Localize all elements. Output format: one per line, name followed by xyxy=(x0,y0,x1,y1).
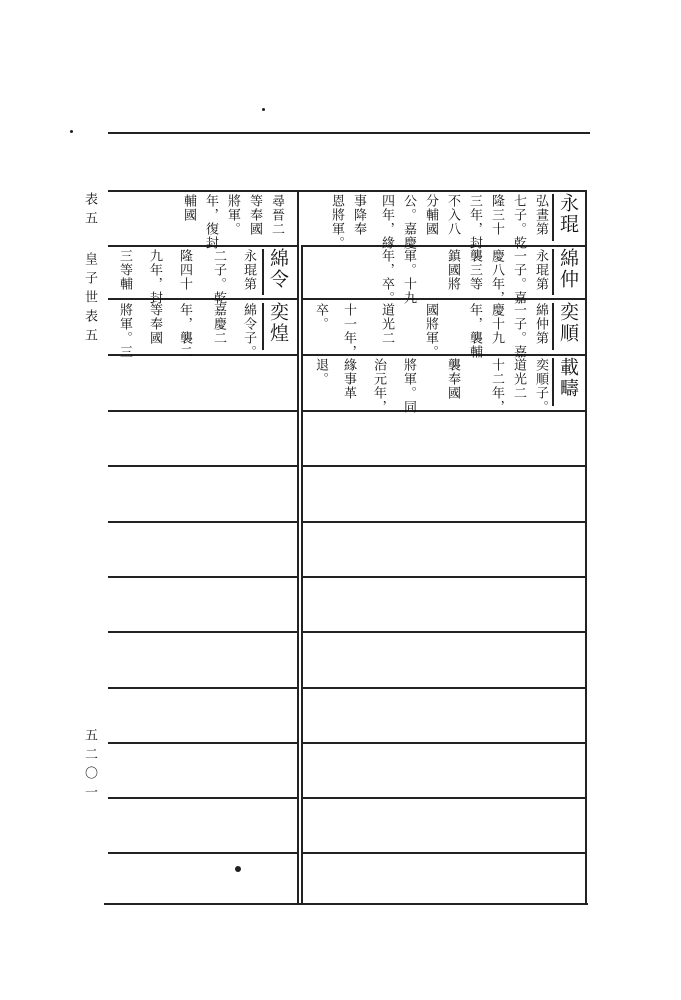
person-name: 綿仲 xyxy=(557,248,579,290)
left-row-rule xyxy=(108,797,297,799)
biography-col: 將軍。 xyxy=(225,194,240,236)
biography-col: 年，卒。 xyxy=(379,249,394,305)
right-row-rule xyxy=(301,465,585,467)
right-row-rule xyxy=(301,576,585,578)
biography-col: 嘉慶二 xyxy=(211,303,226,345)
biography-col: 弘晝第 xyxy=(533,194,548,236)
left-row-rule xyxy=(108,742,297,744)
left-row-rule xyxy=(108,521,297,523)
biography-col: 分輔國 xyxy=(423,194,438,236)
biography-col: 慶八年， xyxy=(489,249,504,305)
biography-col: 年，復封 xyxy=(203,194,218,250)
biography-col: 事降奉 xyxy=(351,194,366,236)
table-center-rule xyxy=(297,190,299,904)
biography-col: 公。嘉慶 xyxy=(401,194,416,250)
right-row-rule xyxy=(301,797,585,799)
name-divider xyxy=(552,249,554,295)
biography-col: 輔國 xyxy=(181,194,196,222)
biography-col: 鎮國將 xyxy=(445,249,460,291)
table-right-rule xyxy=(585,190,587,904)
biography-col: 綿令子。 xyxy=(241,303,256,359)
biography-col: 十二年， xyxy=(489,358,504,414)
name-divider xyxy=(552,303,554,350)
biography-col: 國將軍。 xyxy=(423,303,438,359)
biography-col: 四年，緣 xyxy=(379,194,394,250)
right-row-rule xyxy=(301,631,585,633)
right-row-rule xyxy=(301,742,585,744)
name-divider xyxy=(552,358,554,406)
biography-col: 年，襲輔 xyxy=(467,303,482,359)
left-row-rule xyxy=(108,687,297,689)
biography-col: 道光二 xyxy=(511,358,526,400)
table-center-rule-inner xyxy=(301,245,303,904)
table-bottom-rule xyxy=(104,903,588,905)
biography-col: 隆四十 xyxy=(177,249,192,291)
biography-col: 九年，封 xyxy=(147,249,162,305)
table-top-rule xyxy=(108,190,586,192)
right-row-rule xyxy=(301,852,585,854)
biography-col: 永琨第 xyxy=(241,249,256,291)
speck xyxy=(262,108,265,111)
biography-col: 隆三十 xyxy=(489,194,504,236)
person-name: 載疇 xyxy=(557,357,579,399)
biography-col: 永琨第 xyxy=(533,249,548,291)
biography-col: 卒。 xyxy=(313,303,328,331)
biography-col: 十一年， xyxy=(341,303,356,359)
biography-col: 退。 xyxy=(313,358,328,386)
left-row-rule xyxy=(108,465,297,467)
speck xyxy=(70,130,73,133)
right-row-rule xyxy=(301,298,585,300)
biography-col: 將軍。同 xyxy=(401,358,416,414)
page-number: 五二〇一 xyxy=(82,728,97,804)
biography-col: 一子。嘉 xyxy=(511,249,526,305)
biography-col: 襲奉國 xyxy=(445,358,460,400)
biography-col: 一子。嘉 xyxy=(511,303,526,359)
biography-col: 治元年， xyxy=(371,358,386,414)
biography-col: 襲三等 xyxy=(467,249,482,291)
person-name: 永琨 xyxy=(557,193,579,235)
biography-col: 二子。乾 xyxy=(211,249,226,305)
biography-col: 恩將軍。 xyxy=(329,194,344,250)
biography-col: 軍。十九 xyxy=(401,249,416,305)
biography-col: 道光二 xyxy=(379,303,394,345)
biography-col: 將軍。三 xyxy=(117,303,132,359)
left-row-rule xyxy=(108,298,297,300)
biography-col: 三年，封 xyxy=(467,194,482,250)
biography-col: 不入八 xyxy=(445,194,460,236)
person-name: 奕煌 xyxy=(267,302,289,344)
biography-col: 奕順子。 xyxy=(533,358,548,414)
biography-col: 尋晉二 xyxy=(269,194,284,236)
biography-col: 三等輔 xyxy=(117,249,132,291)
biography-col: 七子。乾 xyxy=(511,194,526,250)
right-row-rule xyxy=(301,521,585,523)
biography-col: 緣事革 xyxy=(341,358,356,400)
margin-title: 表五 xyxy=(82,192,97,230)
left-row-rule xyxy=(108,410,297,412)
left-row-rule xyxy=(108,576,297,578)
biography-col: 綿仲第 xyxy=(533,303,548,345)
biography-col: 等奉國 xyxy=(147,303,162,345)
left-row-rule xyxy=(108,852,297,854)
person-name: 綿令 xyxy=(267,248,289,290)
left-row-rule xyxy=(108,354,297,356)
name-divider xyxy=(262,249,264,295)
biography-col: 慶十九 xyxy=(489,303,504,345)
ink-dot xyxy=(235,866,241,872)
biography-col: 年，襲二 xyxy=(177,303,192,359)
top-rule xyxy=(108,132,590,134)
right-row-rule xyxy=(301,687,585,689)
biography-col: 等奉國 xyxy=(247,194,262,236)
name-divider xyxy=(552,194,554,241)
left-row-rule xyxy=(108,631,297,633)
person-name: 奕順 xyxy=(557,302,579,344)
name-divider xyxy=(262,303,264,350)
margin-subtitle: 皇子世表五 xyxy=(82,252,97,347)
